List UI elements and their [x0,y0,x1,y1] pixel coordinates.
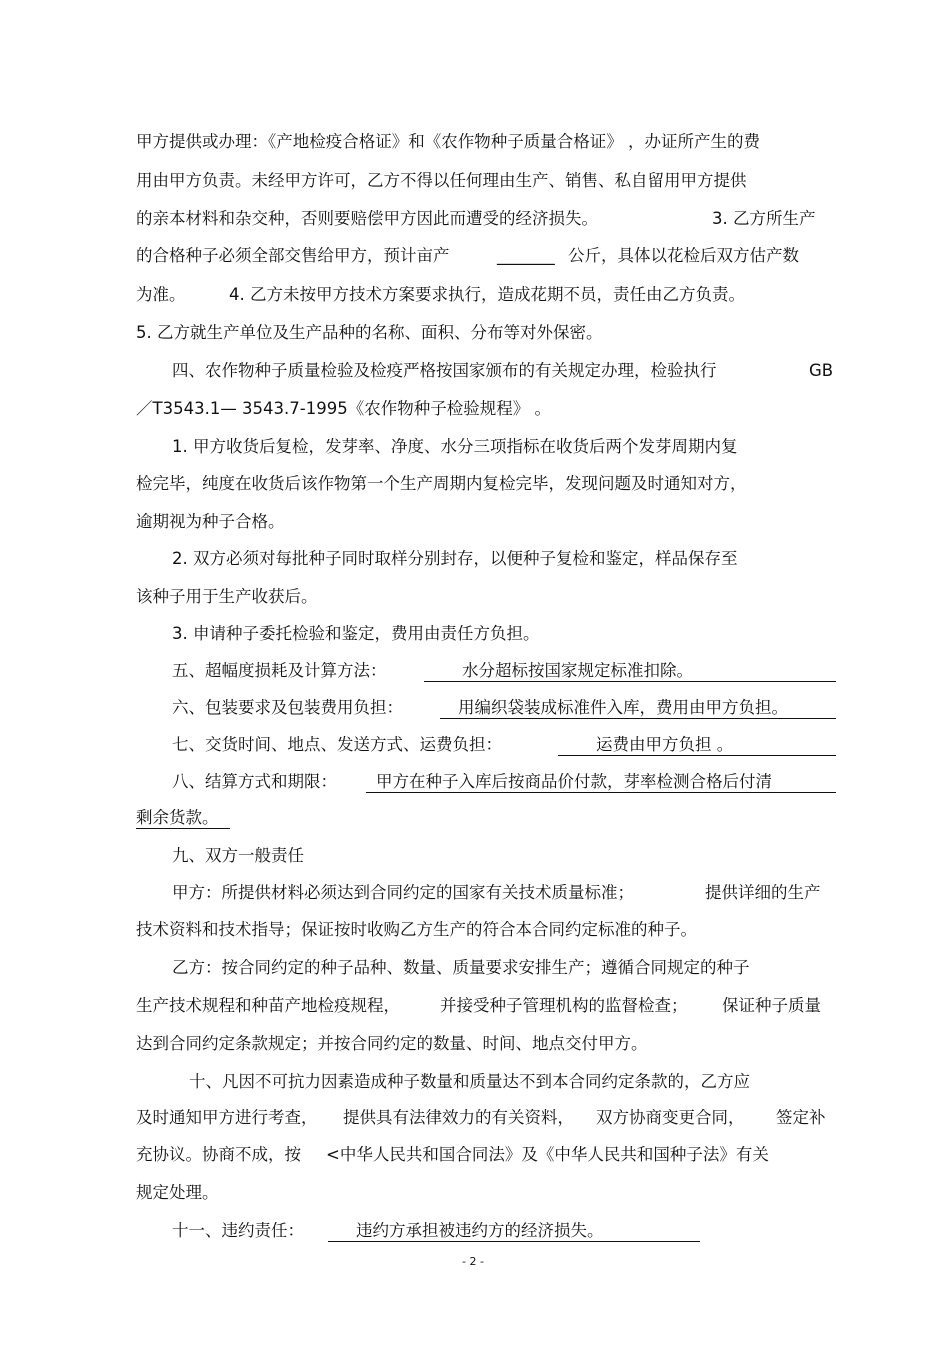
section-heading: 十一、违约责任： [172,1221,304,1240]
text-line: 5. 乙方就生产单位及生产品种的名称、面积、分布等对外保密。 [136,323,603,342]
filled-field: 违约方承担被违约方的经济损失。 [328,1221,700,1242]
filled-field: 用编织袋装成标准件入库，费用由甲方负担。 [440,698,836,719]
text-line: 规定处理。 [136,1183,219,1202]
text-line: 3. 申请种子委托检验和鉴定，费用由责任方负担。 [172,624,540,643]
text-line: 提供具有法律效力的有关资料， [343,1108,574,1127]
text-line: ／T3543.1— 3543.7-1995《农作物种子检验规程》 。 [136,399,551,418]
section-heading: 八、结算方式和期限： [172,772,337,791]
section-heading: 七、交货时间、地点、发送方式、运费负担： [172,735,502,754]
text-line: 双方协商变更合同， [596,1108,745,1127]
text-line: 用由甲方负责。未经甲方许可，乙方不得以任何理由生产、销售、私自留用甲方提供 [136,171,747,190]
text-line: 乙方：按合同约定的种子品种、数量、质量要求安排生产；遵循合同规定的种子 [172,958,750,977]
blank-field: _______ [497,246,555,265]
text-line: 充协议。协商不成，按 [136,1145,301,1164]
text-line: <中华人民共和国合同法》及《中华人民共和国种子法》有关 [326,1145,769,1164]
text-line: 保证种子质量 [722,996,821,1015]
text-line: 的亲本材料和杂交种，否则要赔偿甲方因此而遭受的经济损失。 [136,209,598,228]
text-line: GB [809,361,834,380]
text-line: 该种子用于生产收获后。 [136,587,318,606]
text-line: 技术资料和技术指导；保证按时收购乙方生产的符合本合同约定标准的种子。 [136,920,697,939]
text-line: 生产技术规程和种苗产地检疫规程， [136,996,400,1015]
filled-field: 甲方在种子入库后按商品价付款，芽率检测合格后付清 [366,772,836,793]
section-heading: 五、超幅度损耗及计算方法： [172,661,387,680]
text-line: 公斤，具体以花检后双方估产数 [568,246,799,265]
text-line: 逾期视为种子合格。 [136,512,285,531]
page-number: - 2 - [462,1255,484,1268]
text-line: 2. 双方必须对每批种子同时取样分别封存，以便种子复检和鉴定，样品保存至 [172,549,738,568]
text-line: 4. 乙方未按甲方技术方案要求执行，造成花期不员，责任由乙方负责。 [229,285,745,304]
text-line: 及时通知甲方进行考查， [136,1108,318,1127]
section-heading: 六、包装要求及包装费用负担： [172,698,403,717]
text-line: 1. 甲方收货后复检，发芽率、净度、水分三项指标在收货后两个发芽周期内复 [172,437,738,456]
section-heading: 十、凡因不可抗力因素造成种子数量和质量达不到本合同约定条款的，乙方应 [189,1072,750,1091]
text-line: 的合格种子必须全部交售给甲方，预计亩产 [136,246,450,265]
text-line: 达到合同约定条款规定；并按合同约定的数量、时间、地点交付甲方。 [136,1034,648,1053]
text-line: 甲方提供或办理：《产地检疫合格证》和《农作物种子质量合格证》 ，办证所产生的费 [136,132,760,151]
section-heading: 九、双方一般责任 [172,846,304,865]
text-line: 并接受种子管理机构的监督检查； [440,996,688,1015]
text-line: 提供详细的生产 [705,883,821,902]
filled-field: 水分超标按国家规定标准扣除。 [424,661,836,682]
filled-field: 剩余货款。 [136,808,230,829]
text-line: 检完毕，纯度在收货后该作物第一个生产周期内复检完毕，发现问题及时通知对方， [136,474,747,493]
text-line: 甲方：所提供材料必须达到合同约定的国家有关技术质量标准； [172,883,634,902]
text-line: 为准。 [136,285,186,304]
filled-field: 运费由甲方负担 。 [558,735,836,756]
text-line: 3. 乙方所生产 [712,209,816,228]
section-heading: 四、农作物种子质量检验及检疫严格按国家颁布的有关规定办理，检验执行 [172,361,717,380]
text-line: 签定补 [776,1108,826,1127]
